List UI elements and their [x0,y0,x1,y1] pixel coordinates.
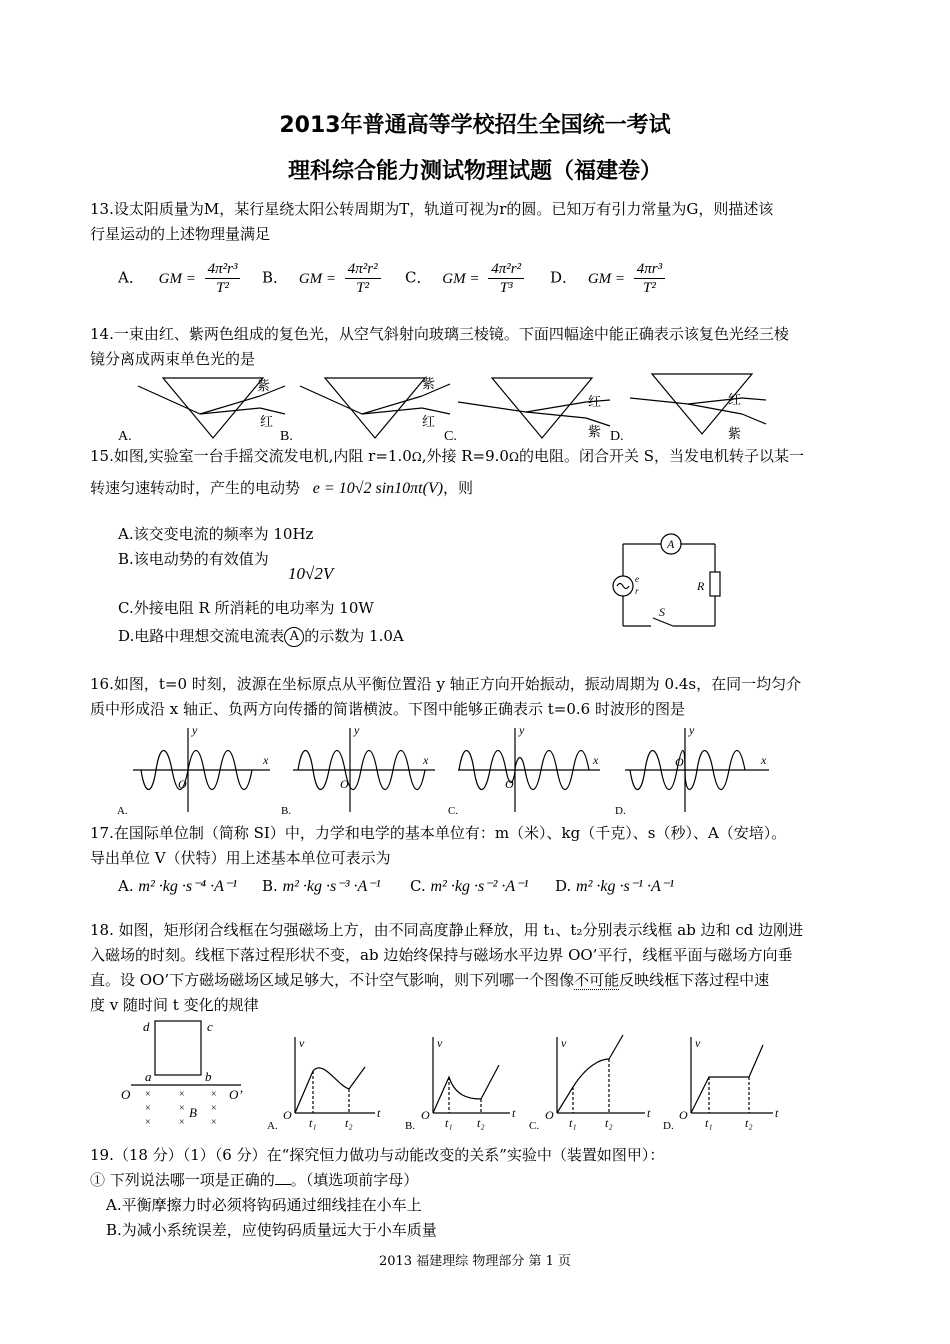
t2-label: t₂ [745,1116,753,1130]
q13-option-label: A． [118,268,144,287]
corner-c-label: c [207,1019,213,1034]
prism-b [325,378,425,438]
t1-label: t₁ [309,1116,317,1130]
q19-line-1: 19.（18 分）（1）（6 分）在“探究恒力做功与动能改变的关系”实验中（装置如图甲）： [90,1146,665,1164]
q15-text: 转速匀速转动时，产生的电动势 [90,479,301,497]
q15-option-c: C.外接电阻 R 所消耗的电功率为 10W [118,599,374,617]
q18-figures [115,1015,795,1133]
field-b-label: B [189,1105,197,1120]
q13-option-lhs: GM = [587,270,626,287]
q15-text: 的示数为 1.0A [304,627,404,645]
source-e-label: e [635,574,639,584]
t2-label: t₂ [345,1116,353,1130]
q15-text: D.电路中理想交流电流表 [118,627,285,645]
figure-label: A. [267,1120,278,1132]
origin-label: O [505,777,514,791]
svg-text:×: × [179,1117,185,1128]
q15-stem-2 [90,476,473,501]
figure-label: C. [444,429,457,444]
q17-stem-1: 17.在国际单位制（简称 SI）中，力学和电学的基本单位有：m（米）、kg（千克）、s（秒）、A（安培）。 [90,824,787,842]
unit-expression: m² ·kg ·s⁻² ·A⁻¹ [430,878,529,895]
q18-line-2: 入磁场的时刻。线框下落过程形状不变，ab 边始终保持与磁场水平边界 OO’平行，线框平面与磁场方向垂 [90,946,793,964]
figure-label: B. [281,805,292,817]
axis-y-label: y [519,723,525,737]
q18-text: 直。设 OO’下方磁场磁场区域足够大，不计空气影响，则下列哪一个图像 [90,971,575,989]
graph-c-curve [557,1035,623,1113]
svg-text:×: × [179,1089,185,1100]
svg-text:×: × [145,1089,151,1100]
ohm-symbol: Ω [508,450,519,464]
figure-label: A. [118,429,132,444]
svg-text:×: × [145,1103,151,1114]
q13-option-lhs: GM = [442,270,480,287]
figure-label: B. [405,1120,416,1132]
axis-x-label: x [761,753,767,767]
figure-label: C. [448,805,459,817]
source-r-label: r [635,586,639,596]
q15-stem-1 [90,444,804,469]
switch-icon [653,618,673,626]
figure-label: D. [663,1120,674,1132]
svg-text:×: × [211,1117,217,1128]
t1-label: t₁ [445,1116,453,1130]
prism-c [492,378,592,438]
q14-stem-1: 14.一束由红、紫两色组成的复色光，从空气斜射向玻璃三棱镜。下面四幅途中能正确表示该复色光经三棱 [90,325,789,343]
q13-option-fraction: $\frac{\text{4πr³}}{\text{T²}}$ [634,260,665,297]
corner-a-label: a [145,1069,152,1084]
q19-option-b: B.为减小系统误差，应使钩码质量远大于小车质量 [106,1221,437,1239]
q19-text: 。（填选项前字母） [290,1171,419,1189]
q15-text: ，则 [443,479,474,497]
origin-label: O [178,777,187,791]
option-label: B. [262,877,278,895]
graph-b-curve [433,1065,499,1113]
figure-label: D. [615,805,626,817]
axis-x-label: x [593,753,599,767]
label-purple: 紫 [422,376,436,391]
q16-wave-figures [115,722,805,818]
page-title: 2013年普通高等学校招生全国统一考试 [279,113,671,138]
origin-label: O [679,1108,688,1122]
ammeter-icon: A [284,627,304,647]
figure-label: A. [117,805,128,817]
svg-text:×: × [211,1089,217,1100]
axis-y-label: y [354,723,360,737]
q13-option-c [405,260,524,297]
q18-text: 反映线框下落过程中速 [619,971,770,989]
q18-line-3 [90,968,769,992]
q15-option-a: A.该交变电流的频率为 10Hz [118,525,314,543]
axis-v-label: v [437,1036,443,1050]
axis-x-label: x [423,753,429,767]
option-label: D. [555,877,572,895]
option-label: C. [410,877,426,895]
q15-option-b: B.该电动势的有效值为 [118,550,269,568]
boundary-o-label: O [121,1087,131,1102]
q16-stem-1: 16.如图，t=0 时刻，波源在坐标原点从平衡位置沿 y 轴正方向开始振动，振动周期为 0.4s，在同一均匀介 [90,675,802,693]
svg-text:×: × [145,1117,151,1128]
axis-t-label: t [647,1106,651,1120]
q15-circuit-diagram [605,530,730,632]
figure-label: D. [610,429,624,444]
q13-option-fraction: $\frac{\text{4π²r²}}{\text{T³}}$ [488,260,524,297]
q19-option-a: A.平衡摩擦力时必须将钩码通过细线挂在小车上 [106,1196,422,1214]
resistor-label: R [697,579,705,593]
axis-t-label: t [377,1106,381,1120]
graph-a-curve [295,1067,365,1113]
wire-frame [155,1021,201,1075]
q15-text: ,外接 R=9.0 [421,447,509,465]
ohm-symbol: Ω [411,450,422,464]
graph-d-curve [691,1045,763,1113]
q13-option-fraction: $\frac{\text{4π²r²}}{\text{T²}}$ [345,260,381,297]
q13-option-lhs: GM = [158,270,196,287]
q18-line-4: 度 v 随时间 t 变化的规律 [90,996,259,1014]
unit-expression: m² ·kg ·s⁻¹ ·A⁻¹ [576,878,674,895]
label-red: 红 [260,414,274,429]
q19-text: ① 下列说法哪一项是正确的 [90,1171,275,1189]
emf-formula: e = 10√2 sin10πt(V) [312,480,444,497]
t2-label: t₂ [605,1116,613,1130]
emphasis-text: 不可能 [574,971,620,989]
q14-stem-2: 镜分离成两束单色光的是 [90,350,256,368]
q13-option-label: C． [405,268,432,287]
axis-x-label: x [263,753,269,767]
q15-option-b-value: 10√2V [288,564,334,583]
axis-y-label: y [192,723,198,737]
prism-a [163,378,263,438]
q18-line-1: 18. 如图，矩形闭合线框在匀强磁场上方，由不同高度静止释放，用 t₁、t₂分别表示线框 ab 边和 cd 边刚进 [90,921,804,939]
resistor-icon [710,572,720,596]
q19-line-2 [90,1168,418,1192]
q13-option-label: B． [262,268,289,287]
axis-v-label: v [299,1036,305,1050]
q17-stem-2: 导出单位 V（伏特）用上述基本单位可表示为 [90,849,391,867]
axis-t-label: t [512,1106,516,1120]
axis-v-label: v [561,1036,567,1050]
origin-label: O [545,1108,554,1122]
switch-label: S [659,605,665,619]
q13-stem-1: 13.设太阳质量为M，某行星绕太阳公转周期为T，轨道可视为r的圆。已知万有引力常量为G，则描述该 [90,200,774,218]
corner-b-label: b [205,1069,212,1084]
q13-option-lhs: GM = [298,270,337,287]
page-footer: 2013 福建理综 物理部分 第 1 页 [378,1254,572,1269]
axis-v-label: v [695,1036,701,1050]
q17-option-d [555,874,674,899]
axis-y-label: y [689,723,695,737]
corner-d-label: d [143,1019,150,1034]
origin-label: O [421,1108,430,1122]
q13-option-fraction: $\frac{\text{4π²r³}}{\text{T²}}$ [205,260,241,297]
label-purple: 紫 [257,378,271,393]
t1-label: t₁ [705,1116,713,1130]
q13-option-b [262,260,381,297]
q17-option-c [410,874,528,899]
label-purple: 紫 [728,426,742,441]
origin-label: O [283,1108,292,1122]
q15-option-d [118,624,404,648]
option-label: A. [118,877,134,895]
figure-label: B. [280,429,293,444]
unit-expression: m² ·kg ·s⁻³ ·A⁻¹ [282,878,381,895]
t1-label: t₁ [569,1116,577,1130]
ammeter-label: A [667,537,675,551]
page-subtitle: 理科综合能力测试物理试题（福建卷） [287,159,662,184]
q13-stem-2: 行星运动的上述物理量满足 [90,225,271,243]
q14-prism-figures [110,372,870,444]
label-purple: 紫 [588,424,602,439]
field-cross-marks [145,1089,217,1128]
label-red: 红 [588,394,602,409]
label-red: 红 [728,392,742,407]
unit-expression: m² ·kg ·s⁻⁴ ·A⁻¹ [138,878,238,895]
boundary-o2-label: O’ [229,1087,243,1102]
origin-label: O [340,777,349,791]
q15-text: 的电阻。闭合开关 S，当发电机转子以某一 [518,447,804,465]
q17-option-a [118,874,237,899]
q13-option-d [550,260,665,297]
q15-text: 15.如图,实验室一台手摇交流发电机,内阻 r=1.0 [90,447,412,465]
svg-text:×: × [179,1103,185,1114]
figure-label: C. [529,1120,540,1132]
q17-option-b [262,874,381,899]
origin-label: O [675,755,684,769]
q13-option-label: D． [550,268,578,287]
label-red: 红 [422,414,436,429]
q16-stem-2: 质中形成沿 x 轴正、负两方向传播的简谐横波。下图中能够正确表示 t=0.6 时波形的图是 [90,700,685,718]
q13-option-a [118,260,240,297]
t2-label: t₂ [477,1116,485,1130]
answer-blank[interactable] [275,1170,291,1185]
svg-text:×: × [211,1103,217,1114]
axis-t-label: t [775,1106,779,1120]
